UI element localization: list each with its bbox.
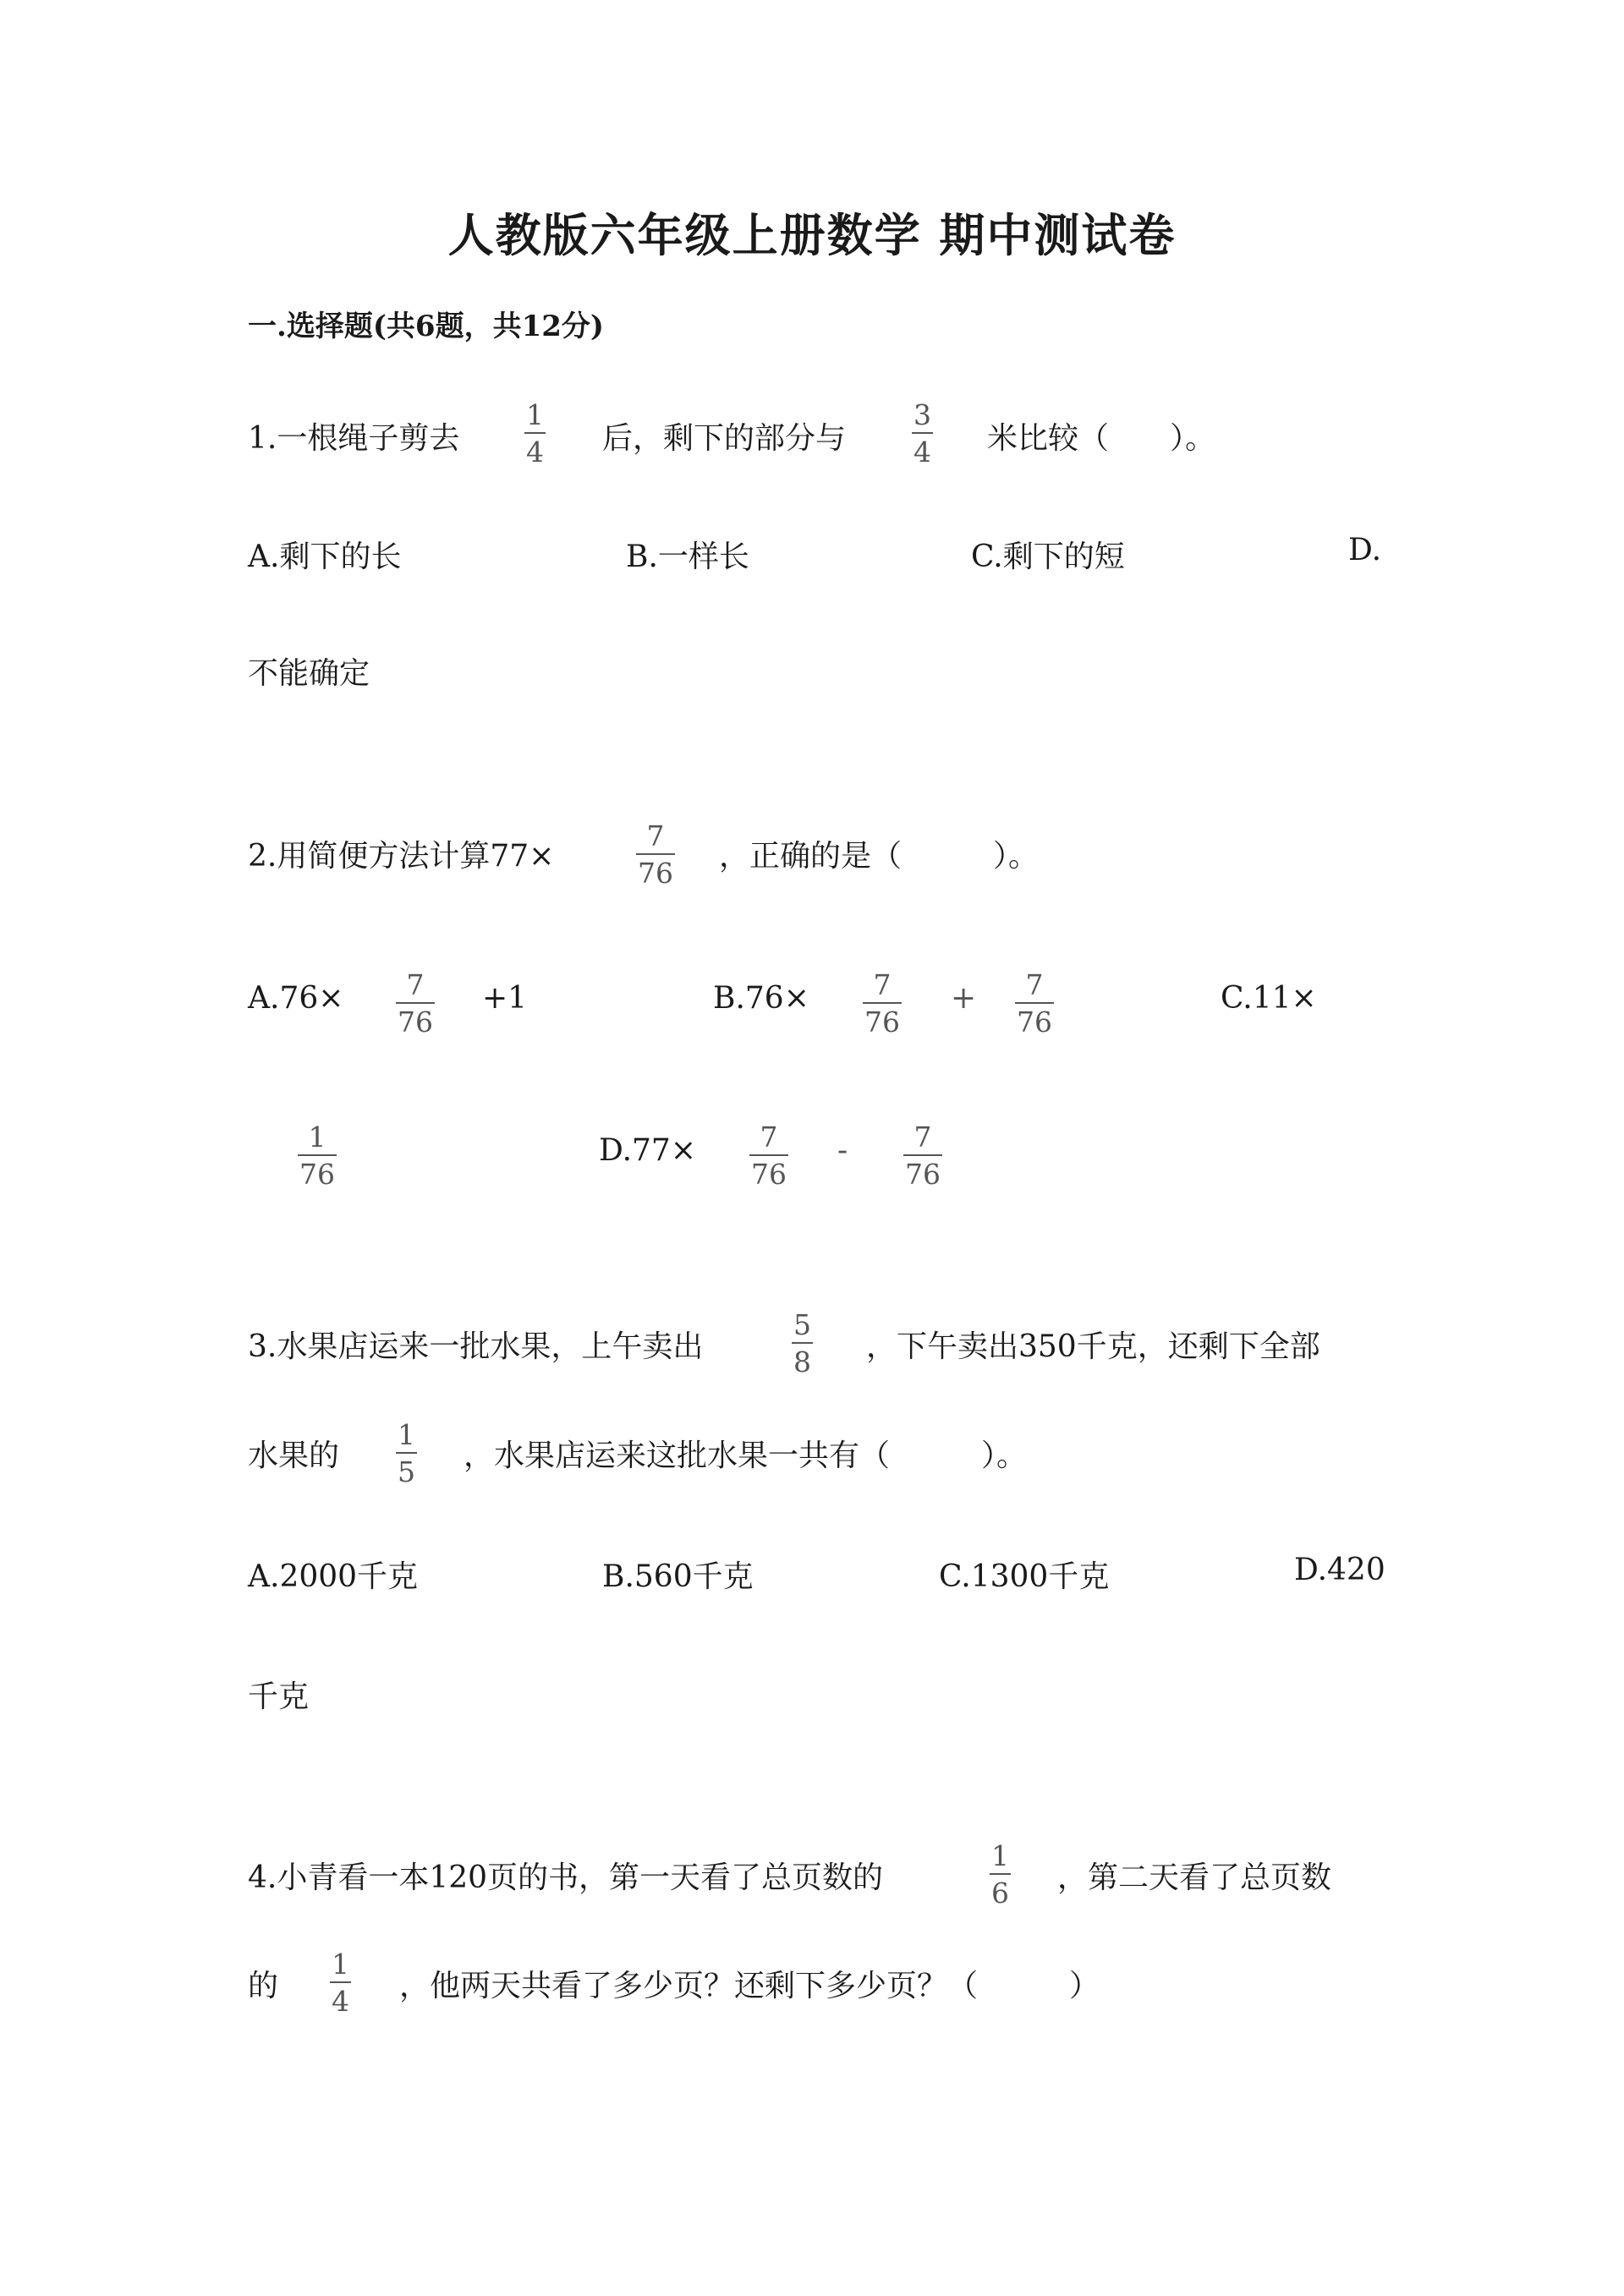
q2-option-a-prefix: A.76× xyxy=(248,981,344,1016)
q2-option-d-fraction-2 xyxy=(903,1121,942,1191)
q2-option-c-fraction xyxy=(298,1121,337,1191)
q4-stem-part-b: ，第二天看了总页数 xyxy=(1057,1860,1332,1895)
denominator: 5 xyxy=(398,1455,415,1488)
numerator: 7 xyxy=(760,1121,778,1153)
numerator: 7 xyxy=(914,1121,932,1153)
q2-fraction-1-numerator: 7 xyxy=(646,819,665,852)
q1-fraction-2-denominator: 4 xyxy=(914,436,931,469)
q1-option-a[interactable]: A.剩下的长 xyxy=(248,540,402,574)
denominator: 76 xyxy=(905,1158,941,1191)
q3-option-d-label[interactable]: D.420 xyxy=(1294,1553,1385,1587)
numerator: 1 xyxy=(308,1121,326,1153)
denominator: 76 xyxy=(398,1006,433,1038)
q2-option-d-operator: - xyxy=(837,1133,848,1168)
denominator: 8 xyxy=(793,1345,811,1378)
q4-fraction-2 xyxy=(330,1948,351,2018)
q1-fraction-1 xyxy=(524,398,546,469)
q2-stem-part-a: 2.用简便方法计算77× xyxy=(248,839,555,874)
q3-option-b[interactable]: B.560千克 xyxy=(602,1559,754,1594)
q2-option-a-fraction xyxy=(396,968,435,1038)
q1-option-b[interactable]: B.一样长 xyxy=(626,540,749,574)
q2-option-c-prefix: C.11× xyxy=(1221,981,1317,1016)
q1-stem-part-a: 1.一根绳子剪去 xyxy=(248,421,460,456)
q2-fraction-1 xyxy=(636,819,675,890)
q3-option-c[interactable]: C.1300千克 xyxy=(939,1559,1110,1594)
section-heading: 一.选择题(共6题，共12分) xyxy=(248,310,604,343)
q3-option-d-text[interactable]: 千克 xyxy=(248,1680,310,1714)
q2-option-b-fraction-1 xyxy=(863,968,902,1038)
q3-stem-part-d: ，水果店运来这批水果一共有（ ）。 xyxy=(464,1438,1028,1473)
numerator: 1 xyxy=(332,1948,349,1981)
q2-option-b-fraction-2 xyxy=(1015,968,1054,1038)
numerator: 7 xyxy=(406,968,425,1001)
numerator: 1 xyxy=(398,1418,415,1451)
q2-fraction-1-denominator: 76 xyxy=(638,857,673,890)
denominator: 76 xyxy=(751,1158,787,1191)
denominator: 4 xyxy=(332,1985,349,2018)
denominator: 76 xyxy=(299,1158,335,1191)
q2-option-a-suffix: +1 xyxy=(482,981,528,1016)
q1-option-c[interactable]: C.剩下的短 xyxy=(971,540,1125,574)
numerator: 1 xyxy=(991,1839,1009,1872)
q4-stem-part-a: 4.小青看一本120页的书，第一天看了总页数的 xyxy=(248,1860,884,1895)
q2-option-b-prefix: B.76× xyxy=(713,981,809,1016)
q3-stem-part-b: ，下午卖出350千克，还剩下全部 xyxy=(866,1329,1320,1364)
q3-stem-part-a: 3.水果店运来一批水果，上午卖出 xyxy=(248,1329,704,1364)
q3-stem-part-c: 水果的 xyxy=(248,1438,340,1473)
q1-stem-part-b: 后，剩下的部分与 xyxy=(602,421,847,456)
q1-stem-part-c: 米比较（ ）。 xyxy=(987,421,1216,456)
q1-option-d-text[interactable]: 不能确定 xyxy=(248,656,370,691)
q4-stem-part-d: ，他两天共看了多少页？还剩下多少页？（ ） xyxy=(399,1969,1100,2003)
page-title: 人教版六年级上册数学 期中测试卷 xyxy=(447,208,1177,262)
q1-fraction-2 xyxy=(912,398,933,469)
q1-fraction-1-denominator: 4 xyxy=(526,436,544,469)
q1-fraction-2-numerator: 3 xyxy=(914,398,931,431)
denominator: 76 xyxy=(864,1006,900,1038)
numerator: 5 xyxy=(793,1308,811,1341)
q2-option-d-prefix: D.77× xyxy=(599,1133,696,1168)
q2-option-d-fraction-1 xyxy=(749,1121,788,1191)
denominator: 6 xyxy=(991,1877,1009,1910)
q4-fraction-1 xyxy=(990,1839,1011,1910)
q2-stem-part-b: ，正确的是（ ）。 xyxy=(719,839,1040,874)
q1-fraction-1-numerator: 1 xyxy=(526,398,544,431)
q3-fraction-1 xyxy=(792,1308,813,1378)
denominator: 76 xyxy=(1017,1006,1052,1038)
q1-option-d-label[interactable]: D. xyxy=(1348,533,1382,567)
q3-option-a[interactable]: A.2000千克 xyxy=(248,1559,419,1594)
q2-option-b-operator: + xyxy=(951,981,977,1016)
q4-stem-part-c: 的 xyxy=(248,1969,279,2003)
q3-fraction-2 xyxy=(396,1418,417,1488)
numerator: 7 xyxy=(873,968,892,1001)
numerator: 7 xyxy=(1025,968,1044,1001)
